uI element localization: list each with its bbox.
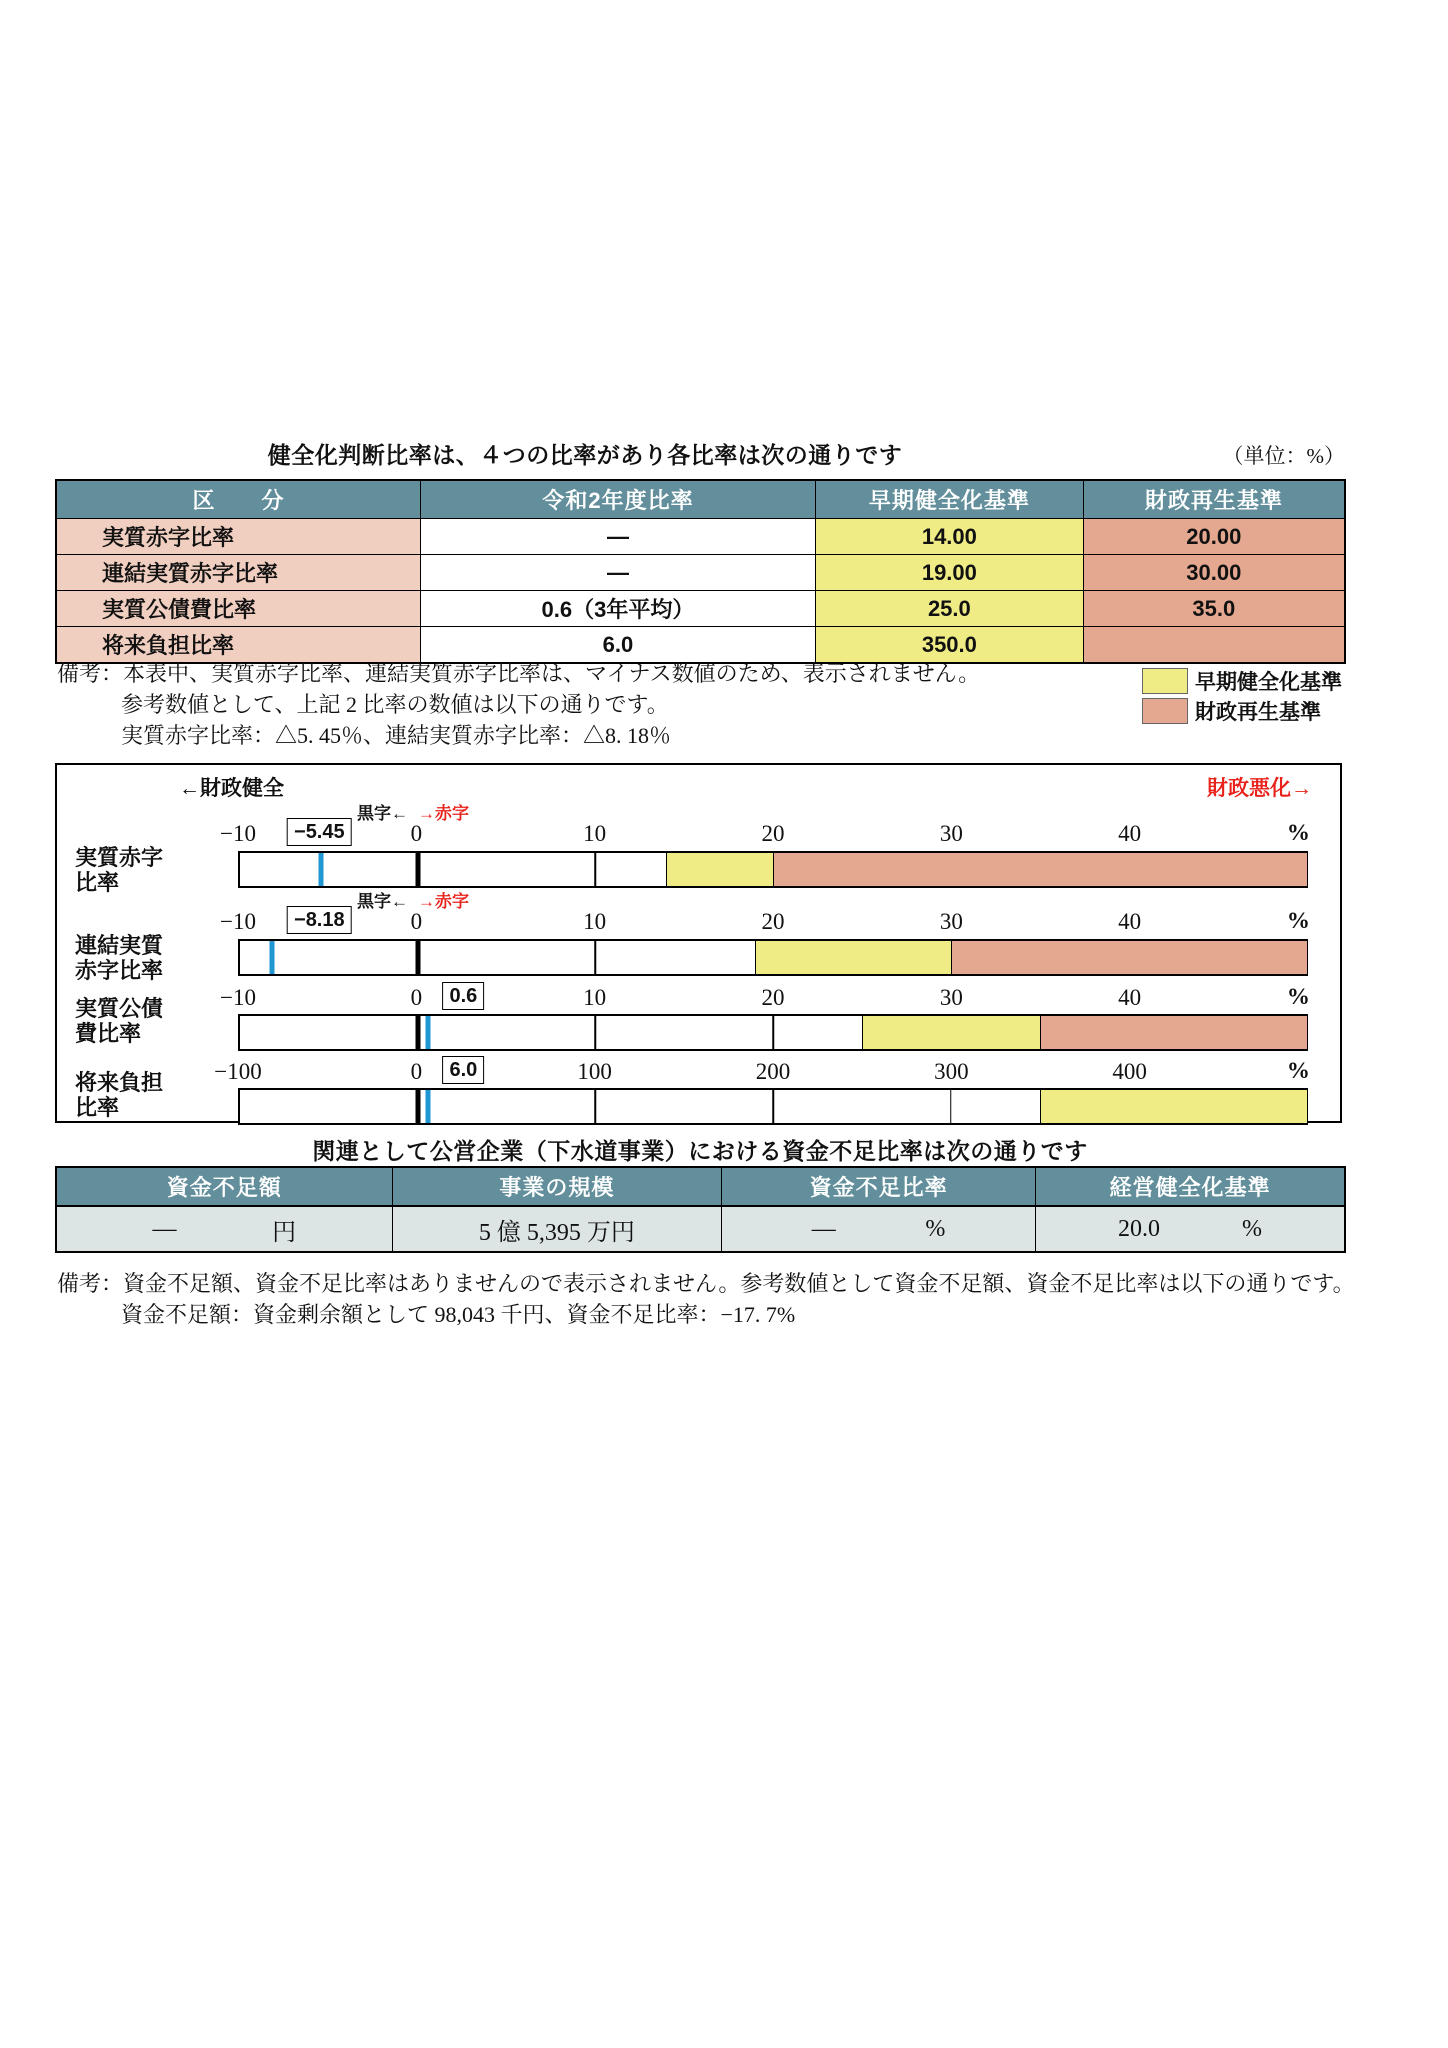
axis-gridline — [772, 1016, 774, 1049]
zero-tick — [415, 1090, 420, 1123]
unit-label: （単位：%） — [1222, 444, 1345, 468]
value-box: −8.18 — [287, 906, 352, 934]
early-standard-zone — [755, 941, 951, 974]
axis-tick-label: −10 — [220, 821, 256, 846]
axis-tick-label: 30 — [939, 909, 963, 934]
axis-tick-label: 40 — [1118, 985, 1142, 1010]
soundness-ratio-table — [55, 479, 1346, 664]
surplus-deficit-note: 黒字← →赤字 — [356, 892, 469, 911]
cell-ratio: ― % — [721, 1207, 1035, 1251]
early-standard-swatch — [1142, 668, 1188, 694]
header-ratio: 資金不足比率 — [721, 1168, 1035, 1205]
chart-row-label: 連結実質 赤字比率 — [75, 933, 164, 983]
axis-tick-row — [220, 984, 1310, 1013]
table-row — [57, 554, 1344, 590]
axis-gridline — [950, 1090, 952, 1123]
axis-tick-label: 20 — [761, 909, 785, 934]
value-box: 0.6 — [443, 982, 485, 1010]
value-tick — [318, 853, 323, 886]
row-early: 14.00 — [815, 519, 1083, 554]
axis-tick-label: 30 — [939, 985, 963, 1010]
remark-line: 備考：本表中、実質赤字比率、連結実質赤字比率は、マイナス数値のため、表示されません。 — [57, 661, 981, 686]
cell-standard: 20.0 % — [1035, 1207, 1344, 1251]
row-label: 実質公債費比率 — [57, 591, 420, 626]
axis-tick-label: 40 — [1118, 909, 1142, 934]
remark-line: 実質赤字比率：△5. 45％、連結実質赤字比率：△8. 18％ — [121, 723, 672, 748]
row-rebuild: 30.00 — [1083, 555, 1344, 590]
axis-tick-row — [214, 1058, 1310, 1087]
axis-tick-label: −10 — [220, 909, 256, 934]
chart-row-label: 実質赤字 比率 — [75, 845, 164, 895]
header-scale: 事業の規模 — [392, 1168, 721, 1205]
axis-tick-label: 0 — [410, 985, 423, 1010]
legend-item — [1142, 666, 1342, 696]
scale-bar — [238, 851, 1308, 888]
axis-tick-label: 0 — [410, 821, 423, 846]
axis-tick-label: 0 — [410, 1059, 423, 1084]
row-early: 19.00 — [815, 555, 1083, 590]
axis-unit-label: % — [1286, 1058, 1310, 1083]
rebuild-standard-zone — [773, 853, 1307, 886]
funds-shortage-table — [55, 1166, 1346, 1253]
row-ratio: 6.0 — [420, 627, 815, 662]
zero-tick — [415, 941, 420, 974]
header-standard: 経営健全化基準 — [1035, 1168, 1344, 1205]
value-box: −5.45 — [287, 818, 352, 846]
axis-tick-label: 10 — [583, 909, 607, 934]
header-shortage: 資金不足額 — [166, 1175, 282, 1200]
axis-tick-label: −100 — [214, 1059, 262, 1084]
scale-bar — [238, 939, 1308, 976]
remark-line: 参考数値として、上記 2 比率の数値は以下の通りです。 — [121, 692, 669, 717]
row-early: 25.0 — [815, 591, 1083, 626]
axis-tick-row — [220, 908, 1310, 937]
surplus-deficit-note: 黒字← →赤字 — [356, 804, 469, 823]
row-ratio: ― — [420, 555, 815, 590]
axis-tick-label: 400 — [1112, 1059, 1147, 1084]
row-ratio: ― — [420, 519, 815, 554]
value-box: 6.0 — [443, 1056, 485, 1084]
remark-line: 資金不足額：資金剰余額として 98,043 千円、資金不足比率：−17. 7% — [121, 1302, 796, 1327]
table-row — [57, 1205, 1344, 1251]
table-row — [57, 626, 1344, 662]
axis-tick-label: 40 — [1118, 821, 1142, 846]
table2-remarks — [57, 1268, 1355, 1330]
early-standard-zone — [1040, 1090, 1308, 1123]
ratio-scale-chart — [55, 763, 1342, 1123]
legend-item — [1142, 696, 1342, 726]
rebuild-standard-zone — [1040, 1016, 1308, 1049]
value-tick — [426, 1016, 431, 1049]
axis-tick-label: 30 — [939, 821, 963, 846]
axis-tick-row — [220, 820, 1310, 849]
table1-remarks — [57, 658, 980, 751]
early-standard-zone — [666, 853, 774, 886]
value-tick — [426, 1090, 431, 1123]
axis-tick-label: 300 — [934, 1059, 969, 1084]
remark-line: 備考：資金不足額、資金不足比率はありませんので表示されません。参考数値として資金不足額、資金不足比率は以下の通りです。 — [57, 1271, 1355, 1296]
zero-tick — [415, 853, 420, 886]
axis-tick-label: 20 — [761, 985, 785, 1010]
row-ratio: 0.6（3年平均） — [420, 591, 815, 626]
axis-tick-label: 100 — [577, 1059, 612, 1084]
row-early: 350.0 — [815, 627, 1083, 662]
axis-gridline — [595, 853, 597, 886]
axis-tick-label: −10 — [220, 985, 256, 1010]
axis-tick-label: 10 — [583, 985, 607, 1010]
funds-shortage-title: 関連として公営企業（下水道事業）における資金不足比率は次の通りです — [312, 1138, 1088, 1164]
table-row — [57, 590, 1344, 626]
row-label: 将来負担比率 — [57, 627, 420, 662]
cell-scale: 5 億 5,395 万円 — [392, 1207, 721, 1251]
header-category: 区 分 — [57, 481, 420, 518]
scale-bar — [238, 1014, 1308, 1051]
axis-unit-label: % — [1286, 984, 1310, 1009]
legend-label: 早期健全化基準 — [1195, 671, 1342, 694]
axis-tick-label: 0 — [410, 909, 423, 934]
rebuild-standard-swatch — [1142, 698, 1188, 724]
legend-label: 財政再生基準 — [1195, 701, 1321, 724]
axis-tick-label: 10 — [583, 821, 607, 846]
header-ratio: 令和2年度比率 — [420, 481, 815, 518]
row-rebuild-not-applicable — [1083, 627, 1344, 662]
value-tick — [270, 941, 275, 974]
cell-shortage: ― 円 — [152, 1215, 297, 1246]
header-early-standard: 早期健全化基準 — [815, 481, 1083, 518]
chart-row-label: 実質公債 費比率 — [75, 996, 164, 1046]
table-row — [57, 518, 1344, 554]
table-header-row — [57, 481, 1344, 518]
table-header-row — [57, 1168, 1344, 1205]
scale-bar — [238, 1088, 1308, 1125]
chart-legend — [1142, 666, 1342, 726]
axis-gridline — [595, 1016, 597, 1049]
header-rebuild-standard: 財政再生基準 — [1083, 481, 1344, 518]
row-label: 連結実質赤字比率 — [57, 555, 420, 590]
rebuild-standard-zone — [951, 941, 1307, 974]
axis-gridline — [595, 941, 597, 974]
early-standard-zone — [862, 1016, 1041, 1049]
direction-worsening-label: 財政悪化→ — [1207, 777, 1312, 800]
direction-healthy-label: ←財政健全 — [179, 777, 284, 800]
axis-unit-label: % — [1286, 820, 1310, 845]
row-rebuild: 35.0 — [1083, 591, 1344, 626]
row-label: 実質赤字比率 — [57, 519, 420, 554]
zero-tick — [415, 1016, 420, 1049]
chart-row-label: 将来負担 比率 — [75, 1070, 164, 1120]
row-rebuild: 20.00 — [1083, 519, 1344, 554]
axis-gridline — [595, 1090, 597, 1123]
axis-tick-label: 200 — [755, 1059, 791, 1084]
axis-gridline — [772, 1090, 774, 1123]
page-title: 健全化判断比率は、４つの比率があり各比率は次の通りです — [267, 442, 903, 468]
axis-tick-label: 20 — [761, 821, 785, 846]
axis-unit-label: % — [1286, 908, 1310, 933]
